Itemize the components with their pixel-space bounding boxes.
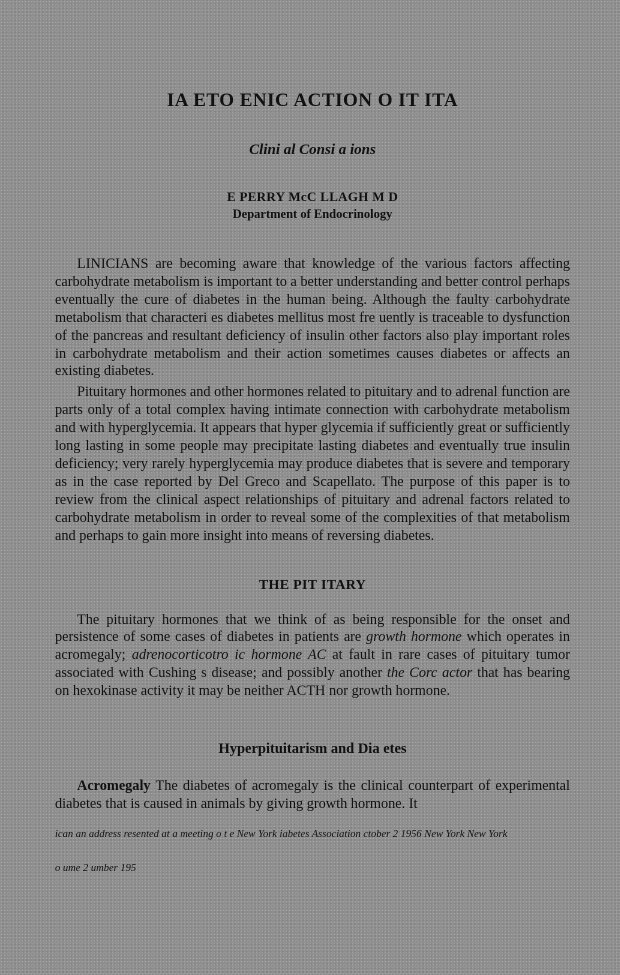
pituitary-text-b: which operates in acromegaly; [55,629,570,664]
intro-paragraph-1: LINICIANS are becoming aware that knowledge of the various factors affecting carbohydrate metabolism is important to a better understanding and better control perhaps eventually the cure of diabetes in the human being. Although the faulty carbohydrate metabolism that characteri es diabetes mellitus most fre uently is traceable to dysfunction of the pancreas and resultant deficiency of insulin other factors also play important roles in carbohydrate metabolism and their action sometimes causes diabetes or affects an existing diabetes. [55,256,570,380]
section-heading-pituitary: THE PIT ITARY [258,577,367,593]
pituitary-paragraph [55,612,570,702]
term-core-factor: the Corc actor [387,665,473,682]
footnote: ican an address resented at a meeting o t e New York iabetes Association ctober 2 1956 New York New York [55,828,508,840]
runin-acromegaly: Acromegaly [77,778,151,795]
pituitary-text-c: at fault in rare cases of pituitary tumor associated with Cushing s disease; and possibly another [55,647,570,682]
term-growth-hormone: growth hormone [366,629,462,646]
volume-info: o ume 2 umber 195 [55,862,137,874]
article-subtitle: Clini al Consi a ions [249,142,376,158]
term-acth: adrenocorticotro ic hormone AC [131,647,327,664]
author-name: E PERRY McC LLAGH M D [226,189,399,204]
pituitary-text-d: that has bearing on hexokinase activity it may be neither ACTH nor growth hormone. [55,665,571,700]
acromegaly-text: The diabetes of acromegaly is the clinical counterpart of experimental diabetes that is caused in animals by giving growth hormone. It [55,778,570,812]
article-page [55,88,570,874]
subsection-heading-hyperpituitarism: Hyperpituitarism and Dia etes [218,741,407,758]
intro-paragraph-2: Pituitary hormones and other hormones related to pituitary and to adrenal function are parts only of a total complex having intimate connection with carbohydrate metabolism and with hyperglycemia. It appears that hyper glycemia if sufficiently great or sufficiently long lasting in some people may precipitate lasting diabetes and eventually true insulin deficiency; very rarely hyperglycemia may produce diabetes that is severe and temporary as in the case reported by Del Greco and Scapellato. The purpose of this paper is to review from the clinical aspect relationships of pituitary and adrenal factors related to carbohydrate metabolism in order to reveal some of the complexities of that metabolism and perhaps to gain more insight into means of reversing diabetes. [55,384,570,544]
author-department: Department of Endocrinology [232,207,393,221]
pituitary-text-a: The pituitary hormones that we think of as being responsible for the onset and persistence of some cases of diabetes in patients are [55,611,570,646]
acromegaly-paragraph [55,778,570,814]
article-title: IA ETO ENIC ACTION O IT ITA [166,90,459,111]
